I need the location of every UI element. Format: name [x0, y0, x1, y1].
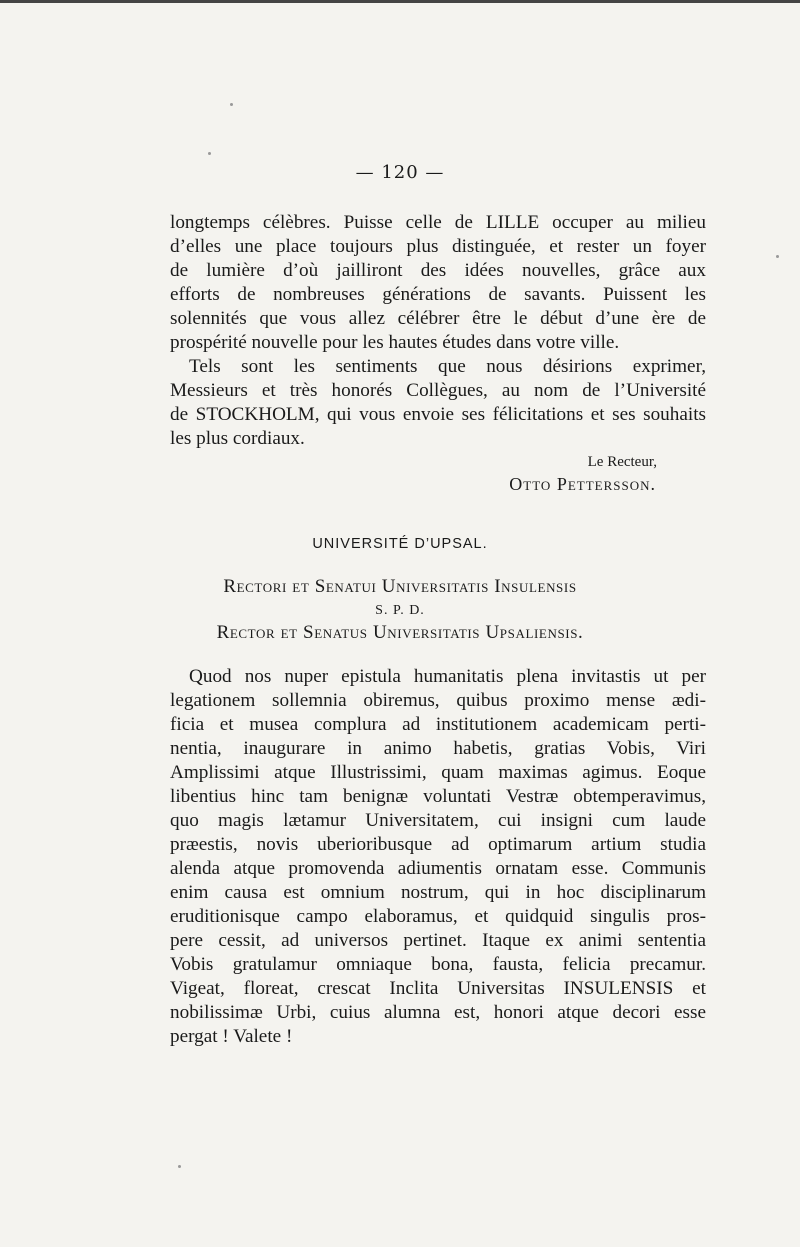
text-line: præestis, novis uberioribusque ad optimarum artium studia — [170, 834, 706, 855]
page-number: — 120 — — [355, 162, 445, 183]
text-line: Amplissimi atque Illustrissimi, quam maximas agimus. Eoque — [170, 762, 706, 783]
text-line: de STOCKHOLM, qui vous envoie ses félicitations et ses souhaits — [170, 404, 706, 425]
text-line: alenda atque promovenda adiumentis ornatam esse. Communis — [170, 858, 706, 879]
text-line: pere cessit, ad universos pertinet. Itaque ex animi sententia — [170, 930, 706, 951]
text-line: prospérité nouvelle pour les hautes études dans votre ville. — [170, 332, 620, 353]
address-sender: Rector et Senatus Universitatis Upsaliensis. — [216, 622, 584, 643]
text-line: eruditionisque campo elaboramus, et quidquid singulis pros- — [170, 906, 706, 927]
text-line: nentia, inaugurare in animo habetis, gratias Vobis, Viri — [170, 738, 706, 759]
text-line: enim causa est omnium nostrum, qui in hoc disciplinarum — [170, 882, 706, 903]
paper-speck — [208, 152, 211, 155]
page-top-edge — [0, 0, 800, 3]
text-line: Vigeat, floreat, crescat Inclita Universitas INSULENSIS et — [170, 978, 706, 999]
paper-speck — [178, 1165, 181, 1168]
text-line: libentius hinc tam benignæ voluntati Vestræ obtemperavimus, — [170, 786, 706, 807]
address-recipient: Rectori et Senatui Universitatis Insulensis — [223, 576, 577, 597]
text-line: d’elles une place toujours plus distinguée, et rester un foyer — [170, 236, 706, 257]
section-heading: UNIVERSITÉ D’UPSAL. — [312, 536, 488, 552]
signature-title: Le Recteur, — [587, 454, 657, 470]
text-line: nobilissimæ Urbi, cuius alumna est, honori atque decori esse — [170, 1002, 706, 1023]
address-salutation: S. P. D. — [375, 603, 425, 618]
text-line: pergat ! Valete ! — [170, 1026, 293, 1047]
paper-speck — [776, 255, 779, 258]
text-line: les plus cordiaux. — [170, 428, 305, 449]
stockholm-signature — [170, 452, 706, 496]
text-line: ficia et musea complura ad institutionem academicam perti- — [170, 714, 706, 735]
text-line: quo magis lætamur Universitatem, cui insigni cum laude — [170, 810, 706, 831]
signature-name: Otto Pettersson. — [509, 474, 656, 494]
text-line: Quod nos nuper epistula humanitatis plena invitastis ut per — [189, 666, 706, 687]
text-line: Vobis gratulamur omniaque bona, fausta, felicia precamur. — [170, 954, 706, 975]
text-line: solennités que vous allez célébrer être le début d’une ère de — [170, 308, 706, 329]
text-line: efforts de nombreuses générations de savants. Puissent les — [170, 284, 706, 305]
paper-speck — [230, 103, 233, 106]
text-line: Tels sont les sentiments que nous désirions exprimer, — [189, 356, 706, 377]
text-line: Messieurs et très honorés Collègues, au nom de l’Université — [170, 380, 706, 401]
text-line: de lumière d’où jailliront des idées nouvelles, grâce aux — [170, 260, 706, 281]
uppsala-letter-text — [170, 665, 706, 1049]
stockholm-letter-text — [170, 211, 706, 451]
text-line: longtemps célèbres. Puisse celle de LILLE occuper au milieu — [170, 212, 706, 233]
text-line: legationem sollemnia obiremus, quibus proximo mense ædi- — [170, 690, 706, 711]
